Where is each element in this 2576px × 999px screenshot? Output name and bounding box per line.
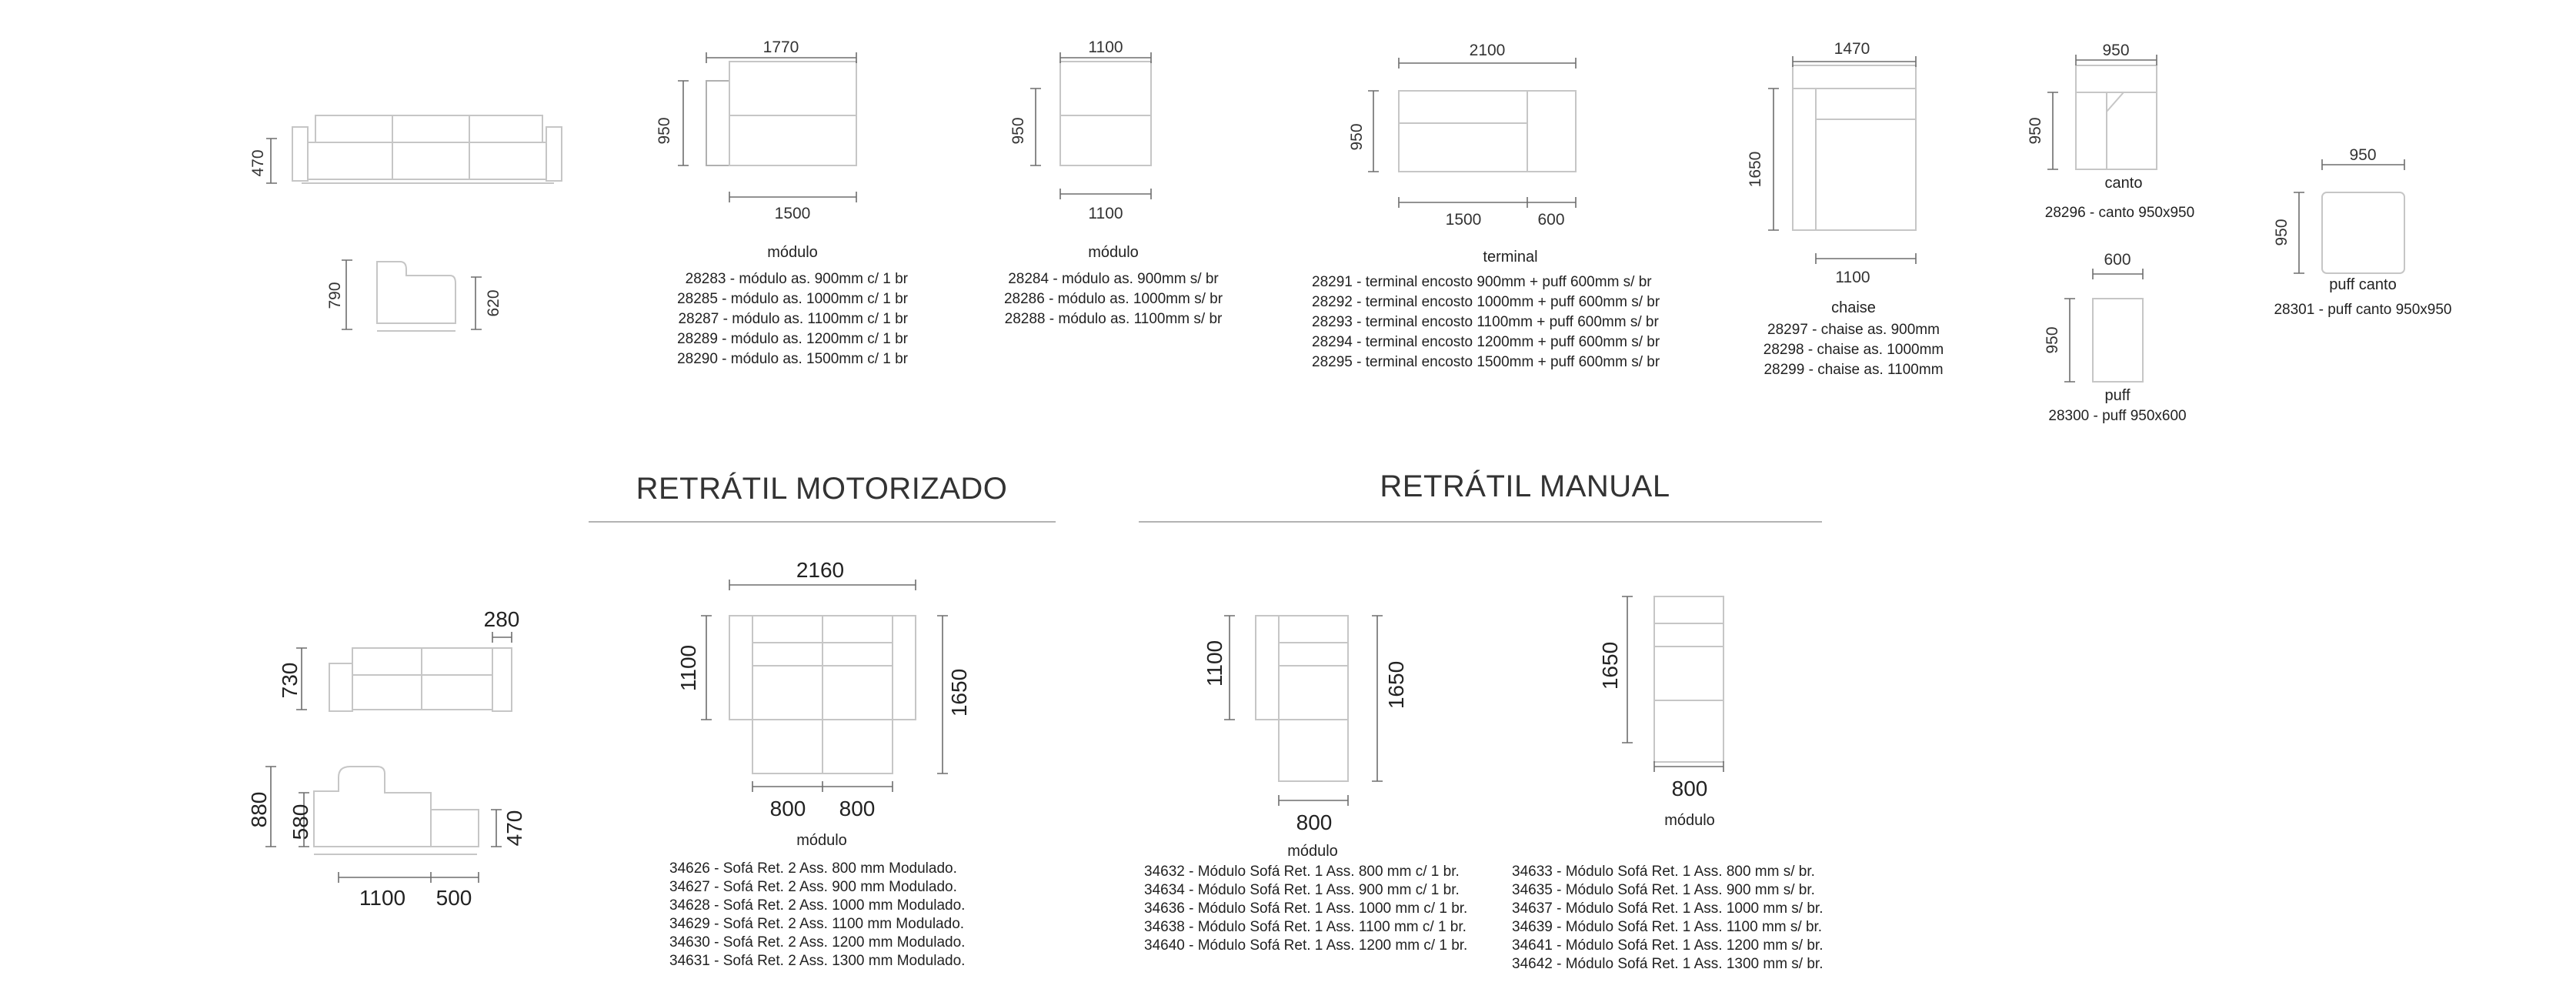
plan-puff — [2044, 251, 2187, 424]
dim-seat-b: 800 — [839, 797, 876, 820]
item-line: 28287 - módulo as. 1100mm c/ 1 br — [678, 311, 908, 327]
item-line: 34642 - Módulo Sofá Ret. 1 Ass. 1300 mm s/ br. — [1512, 956, 1824, 972]
dim-side-height: 470 — [249, 149, 267, 177]
dim-ext: 500 — [435, 886, 472, 910]
item-line: 28292 - terminal encosto 1000mm + puff 600mm s/ br — [1312, 294, 1660, 310]
item-line: 34628 - Sofá Ret. 2 Ass. 1000 mm Modulado. — [669, 897, 966, 914]
plan-chaise — [1747, 40, 1944, 378]
dim-depth: 950 — [1009, 117, 1027, 145]
dim-width-top: 2100 — [1469, 42, 1506, 59]
plan-motorizado-modulo — [669, 558, 971, 969]
dim-width-bottom: 1100 — [1088, 205, 1123, 222]
dim-width-bottom: 1100 — [1835, 269, 1870, 286]
caption-title: canto — [2104, 175, 2143, 192]
caption-title: módulo — [1287, 843, 1338, 860]
dim-open: 1650 — [947, 668, 971, 717]
item-line: 34626 - Sofá Ret. 2 Ass. 800 mm Modulado. — [669, 860, 957, 877]
dim-back-height: 790 — [326, 282, 344, 309]
item-line: 28289 - módulo as. 1200mm c/ 1 br — [677, 331, 908, 347]
section-heading-motorizado: RETRÁTIL MOTORIZADO — [636, 472, 1008, 506]
item-line: 34634 - Módulo Sofá Ret. 1 Ass. 900 mm c/ 1 br. — [1144, 882, 1460, 898]
dim-width: 950 — [2102, 42, 2130, 59]
dim-depth: 950 — [1348, 123, 1366, 151]
retratil-side-view — [278, 607, 519, 711]
item-line: 28301 - puff canto 950x950 — [2274, 302, 2452, 318]
plan-manual-modulo-com-braco — [1144, 616, 1467, 954]
caption-title: módulo — [1664, 812, 1715, 829]
item-line: 34638 - Módulo Sofá Ret. 1 Ass. 1100 mm c/ 1 br. — [1144, 919, 1467, 935]
caption-title: módulo — [767, 244, 818, 261]
dim-back: 580 — [289, 804, 312, 840]
item-line: 28284 - módulo as. 900mm s/ br — [1008, 271, 1219, 287]
dim-seat: 800 — [1671, 777, 1708, 800]
item-line: 34633 - Módulo Sofá Ret. 1 Ass. 800 mm s/ br. — [1512, 864, 1815, 880]
dim-seat-height: 470 — [502, 810, 526, 847]
dim-seat: 1100 — [359, 886, 406, 910]
dim-depth: 950 — [2044, 326, 2061, 354]
dim-seat: 800 — [1296, 810, 1333, 834]
caption-title: módulo — [796, 832, 847, 849]
item-line: 28294 - terminal encosto 1200mm + puff 600mm s/ br — [1312, 334, 1660, 350]
dim-width: 600 — [2104, 251, 2131, 269]
dim-closed: 880 — [247, 791, 271, 828]
item-line: 34631 - Sofá Ret. 2 Ass. 1300 mm Modulado. — [669, 953, 966, 969]
dim-width-top: 2160 — [796, 558, 845, 582]
dim-arm: 280 — [483, 607, 520, 631]
item-line: 34636 - Módulo Sofá Ret. 1 Ass. 1000 mm c/ 1 br. — [1144, 900, 1468, 917]
caption-title: terminal — [1483, 249, 1538, 266]
plan-terminal — [1312, 42, 1660, 370]
plan-puff-canto — [2273, 146, 2452, 318]
item-line: 28295 - terminal encosto 1500mm + puff 600mm s/ br — [1312, 354, 1660, 370]
item-line: 34639 - Módulo Sofá Ret. 1 Ass. 1100 mm s/ br. — [1512, 919, 1823, 935]
item-line: 34629 - Sofá Ret. 2 Ass. 1100 mm Modulado. — [669, 916, 965, 932]
caption-title: chaise — [1831, 299, 1876, 316]
item-line: 28290 - módulo as. 1500mm c/ 1 br — [677, 351, 908, 367]
item-line: 28297 - chaise as. 900mm — [1767, 322, 1940, 338]
dim-puff: 600 — [1537, 211, 1565, 229]
dim-open: 1650 — [1598, 641, 1622, 690]
dim-depth: 950 — [656, 117, 673, 145]
item-line: 28300 - puff 950x600 — [2048, 408, 2187, 424]
dim-depth: 950 — [2027, 117, 2044, 145]
profile-view-sofa — [326, 260, 502, 331]
plan-manual-modulo-sem-braco — [1512, 596, 1824, 972]
retratil-profile-view — [247, 767, 526, 910]
caption-title: puff canto — [2329, 276, 2397, 293]
dim-width: 950 — [2349, 146, 2377, 164]
item-line: 28291 - terminal encosto 900mm + puff 600mm s/ br — [1312, 274, 1652, 290]
item-line: 28296 - canto 950x950 — [2044, 205, 2195, 221]
item-line: 34635 - Módulo Sofá Ret. 1 Ass. 900 mm s/ br. — [1512, 882, 1815, 898]
item-line: 34641 - Módulo Sofá Ret. 1 Ass. 1200 mm s/ br. — [1512, 937, 1824, 954]
plan-modulo-sem-braco — [1004, 38, 1223, 327]
item-line: 34630 - Sofá Ret. 2 Ass. 1200 mm Modulado. — [669, 934, 966, 951]
caption-title: módulo — [1088, 244, 1139, 261]
dim-depth: 1650 — [1747, 151, 1764, 188]
item-line: 28298 - chaise as. 1000mm — [1763, 342, 1944, 358]
dim-width-bottom: 1500 — [774, 205, 811, 222]
dim-seat-height: 620 — [485, 289, 502, 317]
caption-title: puff — [2104, 387, 2131, 404]
dim-depth: 950 — [2273, 219, 2291, 246]
plan-canto — [2027, 42, 2194, 221]
item-line: 28293 - terminal encosto 1100mm + puff 600mm s/ br — [1312, 314, 1659, 330]
dim-side-height: 730 — [278, 662, 302, 699]
side-view-sofa — [249, 115, 562, 183]
item-line: 34640 - Módulo Sofá Ret. 1 Ass. 1200 mm c/ 1 br. — [1144, 937, 1468, 954]
item-line: 34627 - Sofá Ret. 2 Ass. 900 mm Modulado. — [669, 879, 957, 895]
dim-width-top: 1100 — [1088, 38, 1123, 56]
item-line: 34632 - Módulo Sofá Ret. 1 Ass. 800 mm c/ 1 br. — [1144, 864, 1460, 880]
item-line: 28299 - chaise as. 1100mm — [1763, 362, 1944, 378]
dim-closed: 1100 — [676, 644, 700, 692]
plan-modulo-com-braco — [656, 38, 909, 367]
item-line: 34637 - Módulo Sofá Ret. 1 Ass. 1000 mm s/ br. — [1512, 900, 1824, 917]
item-line: 28288 - módulo as. 1100mm s/ br — [1004, 311, 1223, 327]
item-line: 28286 - módulo as. 1000mm s/ br — [1003, 291, 1223, 307]
dim-width-top: 1470 — [1834, 40, 1870, 58]
dim-seat: 1500 — [1445, 211, 1482, 229]
dim-open: 1650 — [1384, 660, 1408, 710]
item-line: 28283 - módulo as. 900mm c/ 1 br — [685, 271, 908, 287]
dim-closed: 1100 — [1203, 640, 1226, 687]
dim-width-top: 1770 — [762, 38, 799, 56]
item-line: 28285 - módulo as. 1000mm c/ 1 br — [677, 291, 908, 307]
section-heading-manual: RETRÁTIL MANUAL — [1380, 469, 1670, 503]
dim-seat-a: 800 — [769, 797, 806, 820]
